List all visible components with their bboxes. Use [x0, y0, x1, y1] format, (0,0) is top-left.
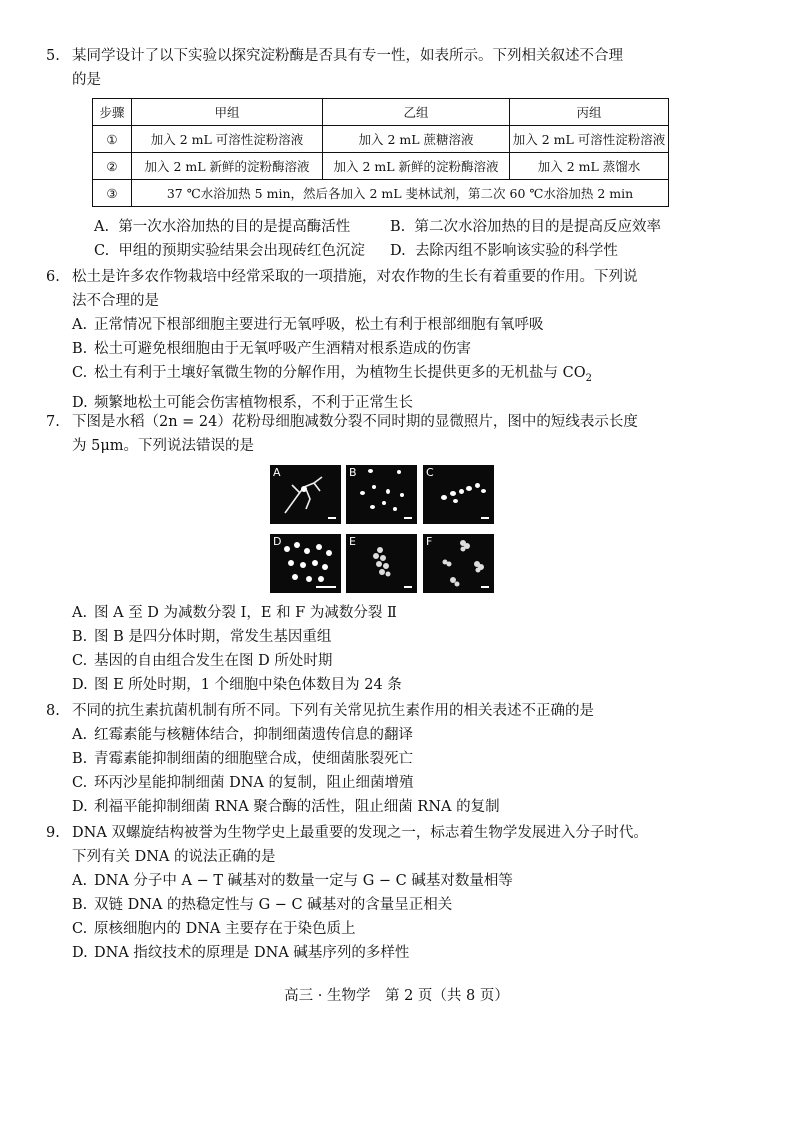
- question-6: [46, 265, 672, 415]
- option-a[interactable]: A. 第一次水浴加热的目的是提高酶活性: [94, 219, 351, 235]
- table-row: [93, 126, 669, 153]
- question-7-options: [72, 601, 672, 697]
- table-header: 丙组: [510, 99, 669, 126]
- scale-bar: [404, 586, 412, 588]
- table-cell: ①: [93, 126, 132, 153]
- chromatin-threads: [270, 465, 341, 524]
- question-5-options: [72, 215, 672, 263]
- micrograph-b: B: [346, 465, 417, 524]
- micrograph-figure: [270, 465, 494, 593]
- question-stem: 松土是许多农作物栽培中经常采取的一项措施，对农作物的生长有着重要的作用。下列说: [72, 269, 638, 285]
- table-header: 步骤: [93, 99, 132, 126]
- question-stem-cont: 的是: [72, 72, 101, 88]
- micrograph-e: E: [346, 534, 417, 593]
- option-b[interactable]: B. 青霉素能抑制细菌的细胞壁合成，使细菌胀裂死亡: [72, 751, 413, 767]
- question-number: 9.: [46, 825, 60, 841]
- option-c[interactable]: C. 基因的自由组合发生在图 D 所处时期: [72, 653, 333, 669]
- scale-bar: [316, 586, 336, 588]
- table-cell: 加入 2 mL 可溶性淀粉溶液: [132, 126, 323, 153]
- scale-bar: [328, 517, 336, 519]
- option-b[interactable]: B. 第二次水浴加热的目的是提高反应效率: [390, 219, 661, 235]
- table-header: 乙组: [323, 99, 510, 126]
- option-c[interactable]: C. 松土有利于土壤好氧微生物的分解作用，为植物生长提供更多的无机盐与 $CO_2$: [72, 365, 592, 384]
- table-cell: 加入 2 mL 蒸馏水: [510, 153, 669, 180]
- question-8: [46, 699, 672, 819]
- micrograph-f: F: [423, 534, 494, 593]
- option-d[interactable]: D. 图 E 所处时期，1 个细胞中染色体数目为 24 条: [72, 677, 402, 693]
- question-stem: 某同学设计了以下实验以探究淀粉酶是否具有专一性，如表所示。下列相关叙述不合理: [72, 48, 623, 64]
- question-stem-cont: 为 5μm。下列说法错误的是: [72, 438, 255, 454]
- table-cell: 37 ℃水浴加热 5 min，然后各加入 2 mL 斐林试剂，第二次 60 ℃水浴加热 2 min: [132, 180, 669, 207]
- table-cell: 加入 2 mL 新鲜的淀粉酶溶液: [132, 153, 323, 180]
- option-b[interactable]: B. 松土可避免根细胞由于无氧呼吸产生酒精对根系造成的伤害: [72, 341, 471, 357]
- table-cell: 加入 2 mL 新鲜的淀粉酶溶液: [323, 153, 510, 180]
- option-d[interactable]: D. 利福平能抑制细菌 RNA 聚合酶的活性，阻止细菌 RNA 的复制: [72, 799, 500, 815]
- question-7: [46, 410, 672, 458]
- option-b[interactable]: B. 双链 DNA 的热稳定性与 G − C 碱基对的含量呈正相关: [72, 897, 453, 913]
- chromosome-clusters: [423, 534, 494, 593]
- option-c[interactable]: C. 原核细胞内的 DNA 主要存在于染色质上: [72, 921, 356, 937]
- micrograph-a: A: [270, 465, 341, 524]
- scale-bar: [481, 586, 489, 588]
- micrograph-d: D: [270, 534, 341, 593]
- micrograph-c: C: [423, 465, 494, 524]
- option-a[interactable]: A. 正常情况下根部细胞主要进行无氧呼吸，松土有利于根部细胞有氧呼吸: [72, 317, 544, 333]
- table-cell: 加入 2 mL 可溶性淀粉溶液: [510, 126, 669, 153]
- question-number: 6.: [46, 269, 60, 285]
- table-row: [93, 153, 669, 180]
- table-cell: 加入 2 mL 蔗糖溶液: [323, 126, 510, 153]
- option-d[interactable]: D. 去除丙组不影响该实验的科学性: [390, 243, 618, 259]
- option-b[interactable]: B. 图 B 是四分体时期，常发生基因重组: [72, 629, 332, 645]
- option-d[interactable]: D. 频繁地松土可能会伤害植物根系，不利于正常生长: [72, 394, 413, 411]
- question-stem: 下图是水稻（2n = 24）花粉母细胞减数分裂不同时期的显微照片，图中的短线表示长度: [72, 414, 638, 430]
- table-cell: ③: [93, 180, 132, 207]
- option-c[interactable]: C. 甲组的预期实验结果会出现砖红色沉淀: [94, 243, 365, 259]
- table-cell: ②: [93, 153, 132, 180]
- experiment-table: [92, 98, 669, 207]
- question-stem-cont: 下列有关 DNA 的说法正确的是: [72, 849, 276, 865]
- question-5: [46, 44, 672, 92]
- table-row: [93, 180, 669, 207]
- scale-bar: [404, 517, 412, 519]
- question-number: 7.: [46, 414, 60, 430]
- option-a[interactable]: A. DNA 分子中 A − T 碱基对的数量一定与 G − C 碱基对数量相等: [72, 873, 513, 889]
- question-stem: DNA 双螺旋结构被誉为生物学史上最重要的发现之一，标志着生物学发展进入分子时代。: [72, 825, 648, 841]
- option-c[interactable]: C. 环丙沙星能抑制细菌 DNA 的复制，阻止细菌增殖: [72, 775, 414, 791]
- table-header: 甲组: [132, 99, 323, 126]
- table-header-row: [93, 99, 669, 126]
- scale-bar: [481, 517, 489, 519]
- question-number: 8.: [46, 703, 60, 719]
- page-footer: 高三 · 生物学 第 2 页（共 8 页）: [284, 988, 509, 1004]
- option-a[interactable]: A. 图 A 至 D 为减数分裂 Ⅰ，E 和 F 为减数分裂 Ⅱ: [72, 605, 397, 621]
- chromosome-cluster: [346, 534, 417, 593]
- question-number: 5.: [46, 48, 60, 64]
- option-d[interactable]: D. DNA 指纹技术的原理是 DNA 碱基序列的多样性: [72, 945, 410, 961]
- question-stem-cont: 法不合理的是: [72, 293, 159, 309]
- question-9: [46, 821, 672, 965]
- option-a[interactable]: A. 红霉素能与核糖体结合，抑制细菌遗传信息的翻译: [72, 727, 413, 743]
- question-stem: 不同的抗生素抗菌机制有所不同。下列有关常见抗生素作用的相关表述不正确的是: [72, 703, 594, 719]
